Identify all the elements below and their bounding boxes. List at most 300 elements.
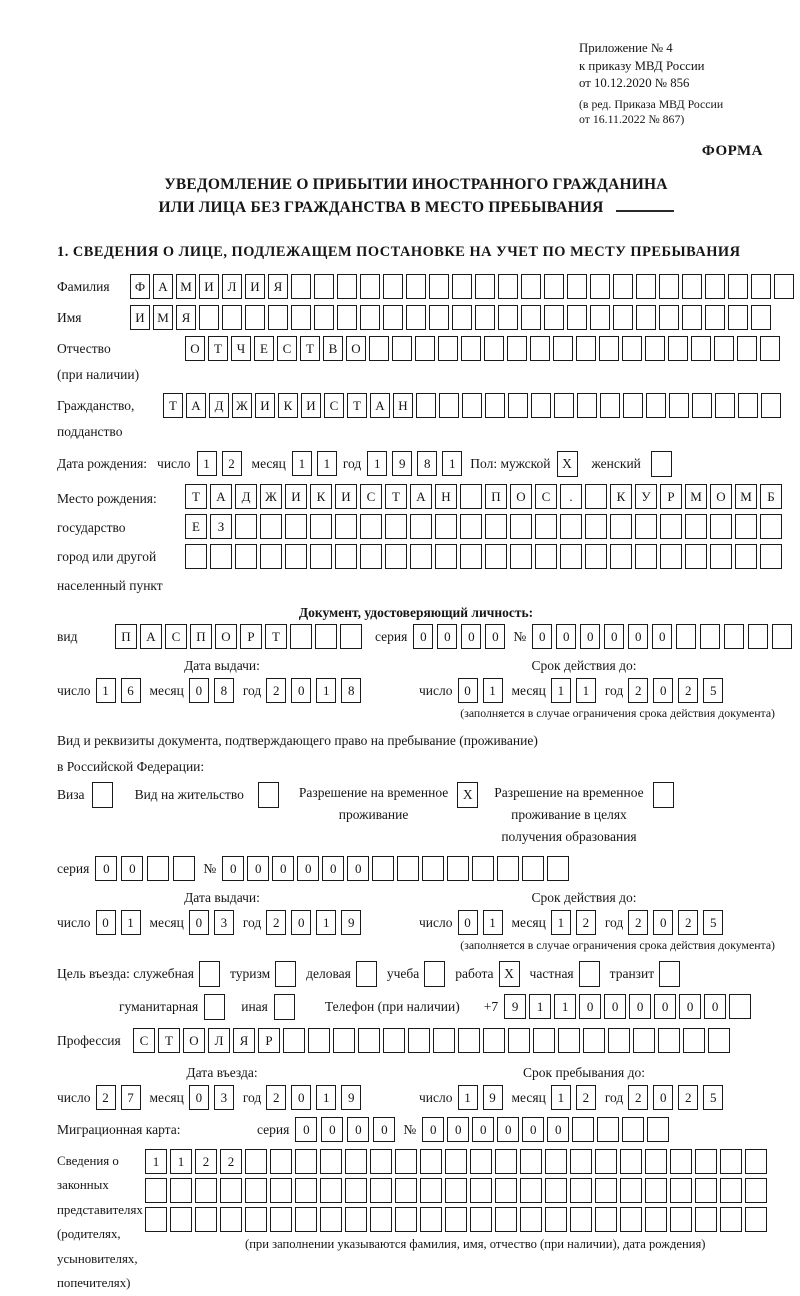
char-cell[interactable]: 0 (95, 856, 117, 881)
char-cell[interactable] (760, 336, 780, 361)
char-cell[interactable]: Т (265, 624, 287, 649)
char-cell[interactable] (508, 393, 528, 418)
char-cell[interactable] (462, 393, 482, 418)
char-cell[interactable] (195, 1178, 217, 1203)
char-cell[interactable] (260, 514, 282, 539)
char-cell[interactable] (340, 624, 362, 649)
char-cell[interactable] (658, 1028, 680, 1053)
char-cell[interactable] (510, 544, 532, 569)
char-cell[interactable]: 0 (291, 910, 311, 935)
char-cell[interactable]: 0 (297, 856, 319, 881)
char-cell[interactable]: 0 (373, 1117, 395, 1142)
char-cell[interactable]: 5 (703, 910, 723, 935)
char-cell[interactable] (645, 1178, 667, 1203)
char-cell[interactable] (636, 274, 656, 299)
char-cell[interactable]: И (130, 305, 150, 330)
char-cell[interactable] (507, 336, 527, 361)
char-cell[interactable]: Д (235, 484, 257, 509)
char-cell[interactable] (333, 1028, 355, 1053)
char-cell[interactable]: Т (385, 484, 407, 509)
char-cell[interactable] (438, 336, 458, 361)
char-cell[interactable] (691, 336, 711, 361)
char-cell[interactable] (410, 544, 432, 569)
char-cell[interactable]: 0 (189, 1085, 209, 1110)
char-cell[interactable]: 1 (170, 1149, 192, 1174)
char-cell[interactable] (613, 305, 633, 330)
char-cell[interactable] (695, 1207, 717, 1232)
char-cell[interactable]: 0 (437, 624, 457, 649)
char-cell[interactable] (645, 1149, 667, 1174)
char-cell[interactable] (745, 1149, 767, 1174)
char-cell[interactable] (608, 1028, 630, 1053)
char-cell[interactable] (475, 305, 495, 330)
char-cell[interactable] (335, 544, 357, 569)
char-cell[interactable]: 0 (189, 678, 209, 703)
char-cell[interactable] (235, 514, 257, 539)
char-cell[interactable]: И (285, 484, 307, 509)
char-cell[interactable] (470, 1149, 492, 1174)
char-cell[interactable]: 0 (447, 1117, 469, 1142)
char-cell[interactable] (547, 856, 569, 881)
char-cell[interactable] (708, 1028, 730, 1053)
char-cell[interactable]: Я (176, 305, 196, 330)
char-cell[interactable]: Д (209, 393, 229, 418)
char-cell[interactable] (295, 1207, 317, 1232)
char-cell[interactable] (360, 305, 380, 330)
char-cell[interactable]: 0 (291, 1085, 311, 1110)
char-cell[interactable] (495, 1178, 517, 1203)
char-cell[interactable] (583, 1028, 605, 1053)
char-cell[interactable] (647, 1117, 669, 1142)
char-cell[interactable]: 1 (121, 910, 141, 935)
char-cell[interactable] (433, 1028, 455, 1053)
char-cell[interactable]: 0 (704, 994, 726, 1019)
char-cell[interactable]: 2 (266, 910, 286, 935)
char-cell[interactable]: С (360, 484, 382, 509)
char-cell[interactable] (210, 544, 232, 569)
char-cell[interactable] (235, 544, 257, 569)
char-cell[interactable] (692, 393, 712, 418)
char-cell[interactable]: О (215, 624, 237, 649)
char-cell[interactable] (685, 514, 707, 539)
char-cell[interactable] (290, 624, 312, 649)
char-cell[interactable] (472, 856, 494, 881)
char-cell[interactable] (185, 544, 207, 569)
char-cell[interactable] (383, 305, 403, 330)
char-cell[interactable]: 0 (247, 856, 269, 881)
char-cell[interactable] (170, 1178, 192, 1203)
char-cell[interactable]: 0 (422, 1117, 444, 1142)
char-cell[interactable] (620, 1178, 642, 1203)
char-cell[interactable]: Ж (260, 484, 282, 509)
char-cell[interactable] (395, 1149, 417, 1174)
char-cell[interactable] (410, 514, 432, 539)
char-cell[interactable] (535, 544, 557, 569)
char-cell[interactable]: 0 (604, 624, 624, 649)
char-cell[interactable] (645, 1207, 667, 1232)
char-cell[interactable]: О (510, 484, 532, 509)
char-cell[interactable]: И (199, 274, 219, 299)
char-cell[interactable] (760, 544, 782, 569)
sex-female-checkbox[interactable] (651, 451, 672, 477)
char-cell[interactable] (245, 305, 265, 330)
char-cell[interactable] (774, 274, 794, 299)
char-cell[interactable] (283, 1028, 305, 1053)
char-cell[interactable]: 0 (654, 994, 676, 1019)
char-cell[interactable]: К (610, 484, 632, 509)
char-cell[interactable] (508, 1028, 530, 1053)
char-cell[interactable]: 1 (483, 678, 503, 703)
char-cell[interactable]: И (335, 484, 357, 509)
char-cell[interactable]: 2 (628, 910, 648, 935)
char-cell[interactable]: 2 (576, 910, 596, 935)
visa-checkbox[interactable] (92, 782, 113, 808)
char-cell[interactable]: И (301, 393, 321, 418)
char-cell[interactable] (485, 393, 505, 418)
purpose-study-checkbox[interactable] (424, 961, 445, 987)
char-cell[interactable] (683, 1028, 705, 1053)
char-cell[interactable]: Т (163, 393, 183, 418)
char-cell[interactable] (558, 1028, 580, 1053)
char-cell[interactable] (729, 994, 751, 1019)
purpose-work-checkbox[interactable]: X (499, 961, 520, 987)
char-cell[interactable]: Т (300, 336, 320, 361)
char-cell[interactable]: 0 (189, 910, 209, 935)
char-cell[interactable] (220, 1207, 242, 1232)
char-cell[interactable]: 2 (678, 1085, 698, 1110)
char-cell[interactable] (447, 856, 469, 881)
char-cell[interactable] (522, 856, 544, 881)
char-cell[interactable]: 1 (551, 1085, 571, 1110)
char-cell[interactable] (685, 544, 707, 569)
char-cell[interactable] (635, 544, 657, 569)
char-cell[interactable] (475, 274, 495, 299)
char-cell[interactable] (620, 1149, 642, 1174)
char-cell[interactable]: 2 (222, 451, 242, 476)
char-cell[interactable] (245, 1178, 267, 1203)
char-cell[interactable]: . (560, 484, 582, 509)
char-cell[interactable] (370, 1207, 392, 1232)
char-cell[interactable]: С (133, 1028, 155, 1053)
char-cell[interactable] (485, 514, 507, 539)
char-cell[interactable]: 9 (341, 910, 361, 935)
char-cell[interactable] (553, 336, 573, 361)
char-cell[interactable] (458, 1028, 480, 1053)
char-cell[interactable]: 0 (458, 678, 478, 703)
char-cell[interactable] (560, 544, 582, 569)
char-cell[interactable]: А (140, 624, 162, 649)
char-cell[interactable]: А (370, 393, 390, 418)
char-cell[interactable]: М (685, 484, 707, 509)
char-cell[interactable] (470, 1178, 492, 1203)
purpose-private-checkbox[interactable] (579, 961, 600, 987)
char-cell[interactable] (695, 1149, 717, 1174)
char-cell[interactable] (445, 1149, 467, 1174)
char-cell[interactable]: 8 (214, 678, 234, 703)
char-cell[interactable]: Л (222, 274, 242, 299)
char-cell[interactable]: 0 (547, 1117, 569, 1142)
char-cell[interactable]: Ж (232, 393, 252, 418)
purpose-other-checkbox[interactable] (274, 994, 295, 1020)
char-cell[interactable] (315, 624, 337, 649)
char-cell[interactable]: А (410, 484, 432, 509)
char-cell[interactable]: 8 (341, 678, 361, 703)
char-cell[interactable]: В (323, 336, 343, 361)
char-cell[interactable] (370, 1178, 392, 1203)
char-cell[interactable]: М (153, 305, 173, 330)
char-cell[interactable] (435, 544, 457, 569)
char-cell[interactable] (270, 1178, 292, 1203)
char-cell[interactable] (545, 1178, 567, 1203)
char-cell[interactable]: 0 (222, 856, 244, 881)
char-cell[interactable] (572, 1117, 594, 1142)
char-cell[interactable]: 5 (703, 1085, 723, 1110)
char-cell[interactable]: 0 (461, 624, 481, 649)
residence-permit-checkbox[interactable] (258, 782, 279, 808)
char-cell[interactable] (420, 1178, 442, 1203)
char-cell[interactable] (429, 305, 449, 330)
purpose-humanitarian-checkbox[interactable] (204, 994, 225, 1020)
char-cell[interactable]: 0 (652, 624, 672, 649)
char-cell[interactable]: 1 (442, 451, 462, 476)
char-cell[interactable] (439, 393, 459, 418)
char-cell[interactable]: З (210, 514, 232, 539)
char-cell[interactable] (567, 305, 587, 330)
char-cell[interactable]: 1 (554, 994, 576, 1019)
char-cell[interactable]: А (186, 393, 206, 418)
char-cell[interactable] (145, 1207, 167, 1232)
char-cell[interactable] (369, 336, 389, 361)
char-cell[interactable]: 1 (551, 910, 571, 935)
char-cell[interactable]: 2 (628, 678, 648, 703)
char-cell[interactable]: 1 (317, 451, 337, 476)
char-cell[interactable] (460, 544, 482, 569)
char-cell[interactable] (395, 1178, 417, 1203)
char-cell[interactable]: Н (393, 393, 413, 418)
char-cell[interactable] (520, 1149, 542, 1174)
char-cell[interactable] (590, 274, 610, 299)
char-cell[interactable]: 0 (653, 910, 673, 935)
char-cell[interactable]: 1 (458, 1085, 478, 1110)
char-cell[interactable] (245, 1207, 267, 1232)
char-cell[interactable] (710, 514, 732, 539)
char-cell[interactable]: 1 (483, 910, 503, 935)
char-cell[interactable] (623, 393, 643, 418)
char-cell[interactable] (395, 1207, 417, 1232)
char-cell[interactable] (700, 624, 720, 649)
char-cell[interactable] (567, 274, 587, 299)
char-cell[interactable] (622, 1117, 644, 1142)
char-cell[interactable]: 0 (347, 1117, 369, 1142)
char-cell[interactable] (335, 514, 357, 539)
char-cell[interactable]: 9 (341, 1085, 361, 1110)
char-cell[interactable]: Т (208, 336, 228, 361)
char-cell[interactable] (460, 514, 482, 539)
char-cell[interactable] (360, 274, 380, 299)
char-cell[interactable] (345, 1149, 367, 1174)
char-cell[interactable] (682, 274, 702, 299)
char-cell[interactable] (544, 305, 564, 330)
char-cell[interactable] (245, 1149, 267, 1174)
char-cell[interactable] (715, 393, 735, 418)
char-cell[interactable] (633, 1028, 655, 1053)
char-cell[interactable]: М (735, 484, 757, 509)
char-cell[interactable] (295, 1178, 317, 1203)
char-cell[interactable]: Т (347, 393, 367, 418)
char-cell[interactable]: 0 (629, 994, 651, 1019)
char-cell[interactable] (610, 514, 632, 539)
char-cell[interactable] (676, 624, 696, 649)
char-cell[interactable] (600, 393, 620, 418)
char-cell[interactable]: 1 (576, 678, 596, 703)
char-cell[interactable] (498, 305, 518, 330)
char-cell[interactable] (445, 1207, 467, 1232)
char-cell[interactable] (728, 274, 748, 299)
char-cell[interactable] (646, 393, 666, 418)
char-cell[interactable]: 0 (653, 678, 673, 703)
char-cell[interactable] (320, 1149, 342, 1174)
purpose-official-checkbox[interactable] (199, 961, 220, 987)
char-cell[interactable] (745, 1178, 767, 1203)
char-cell[interactable]: 0 (532, 624, 552, 649)
char-cell[interactable] (720, 1178, 742, 1203)
char-cell[interactable]: Н (435, 484, 457, 509)
char-cell[interactable]: И (255, 393, 275, 418)
char-cell[interactable] (485, 544, 507, 569)
char-cell[interactable]: 0 (321, 1117, 343, 1142)
char-cell[interactable]: П (485, 484, 507, 509)
char-cell[interactable] (147, 856, 169, 881)
char-cell[interactable] (495, 1207, 517, 1232)
char-cell[interactable]: 9 (504, 994, 526, 1019)
char-cell[interactable]: 0 (272, 856, 294, 881)
char-cell[interactable] (530, 336, 550, 361)
char-cell[interactable] (383, 274, 403, 299)
char-cell[interactable]: А (153, 274, 173, 299)
purpose-tourism-checkbox[interactable] (275, 961, 296, 987)
char-cell[interactable] (620, 1207, 642, 1232)
char-cell[interactable] (199, 305, 219, 330)
char-cell[interactable]: 1 (367, 451, 387, 476)
char-cell[interactable]: Р (660, 484, 682, 509)
char-cell[interactable] (660, 544, 682, 569)
char-cell[interactable] (415, 336, 435, 361)
char-cell[interactable]: 2 (576, 1085, 596, 1110)
char-cell[interactable] (660, 514, 682, 539)
char-cell[interactable]: 2 (266, 1085, 286, 1110)
char-cell[interactable] (420, 1149, 442, 1174)
char-cell[interactable] (545, 1207, 567, 1232)
char-cell[interactable] (554, 393, 574, 418)
char-cell[interactable]: Е (254, 336, 274, 361)
char-cell[interactable]: 7 (121, 1085, 141, 1110)
char-cell[interactable] (659, 274, 679, 299)
char-cell[interactable] (772, 624, 792, 649)
char-cell[interactable]: 0 (413, 624, 433, 649)
char-cell[interactable] (760, 514, 782, 539)
char-cell[interactable] (308, 1028, 330, 1053)
char-cell[interactable] (737, 336, 757, 361)
char-cell[interactable] (337, 274, 357, 299)
char-cell[interactable] (599, 336, 619, 361)
char-cell[interactable] (597, 1117, 619, 1142)
char-cell[interactable] (372, 856, 394, 881)
char-cell[interactable] (429, 274, 449, 299)
char-cell[interactable]: 0 (653, 1085, 673, 1110)
char-cell[interactable] (498, 274, 518, 299)
char-cell[interactable]: Я (233, 1028, 255, 1053)
char-cell[interactable] (720, 1149, 742, 1174)
char-cell[interactable] (545, 1149, 567, 1174)
char-cell[interactable] (385, 514, 407, 539)
sex-male-checkbox[interactable]: X (557, 451, 578, 477)
char-cell[interactable] (435, 514, 457, 539)
char-cell[interactable]: 0 (579, 994, 601, 1019)
char-cell[interactable] (669, 393, 689, 418)
char-cell[interactable]: 0 (121, 856, 143, 881)
char-cell[interactable] (521, 305, 541, 330)
char-cell[interactable] (714, 336, 734, 361)
char-cell[interactable] (613, 274, 633, 299)
char-cell[interactable] (636, 305, 656, 330)
char-cell[interactable] (145, 1178, 167, 1203)
char-cell[interactable] (470, 1207, 492, 1232)
char-cell[interactable] (170, 1207, 192, 1232)
char-cell[interactable]: 0 (497, 1117, 519, 1142)
char-cell[interactable] (735, 514, 757, 539)
char-cell[interactable]: 0 (604, 994, 626, 1019)
char-cell[interactable] (695, 1178, 717, 1203)
char-cell[interactable] (520, 1178, 542, 1203)
char-cell[interactable] (577, 393, 597, 418)
char-cell[interactable] (406, 274, 426, 299)
char-cell[interactable] (270, 1207, 292, 1232)
char-cell[interactable]: М (176, 274, 196, 299)
char-cell[interactable]: Р (240, 624, 262, 649)
char-cell[interactable]: 0 (322, 856, 344, 881)
char-cell[interactable] (751, 305, 771, 330)
char-cell[interactable] (320, 1178, 342, 1203)
char-cell[interactable] (585, 484, 607, 509)
char-cell[interactable]: О (710, 484, 732, 509)
char-cell[interactable] (585, 544, 607, 569)
char-cell[interactable] (310, 514, 332, 539)
char-cell[interactable] (520, 1207, 542, 1232)
char-cell[interactable] (668, 336, 688, 361)
char-cell[interactable]: 0 (472, 1117, 494, 1142)
char-cell[interactable]: Т (158, 1028, 180, 1053)
char-cell[interactable] (751, 274, 771, 299)
char-cell[interactable] (295, 1149, 317, 1174)
char-cell[interactable]: Т (185, 484, 207, 509)
char-cell[interactable] (748, 624, 768, 649)
char-cell[interactable]: 3 (214, 910, 234, 935)
char-cell[interactable] (260, 544, 282, 569)
char-cell[interactable] (173, 856, 195, 881)
char-cell[interactable] (460, 484, 482, 509)
char-cell[interactable] (497, 856, 519, 881)
char-cell[interactable]: 2 (266, 678, 286, 703)
char-cell[interactable] (285, 514, 307, 539)
char-cell[interactable] (195, 1207, 217, 1232)
char-cell[interactable]: С (324, 393, 344, 418)
char-cell[interactable]: П (190, 624, 212, 649)
char-cell[interactable] (645, 336, 665, 361)
char-cell[interactable] (738, 393, 758, 418)
char-cell[interactable]: Р (258, 1028, 280, 1053)
char-cell[interactable] (310, 544, 332, 569)
char-cell[interactable] (420, 1207, 442, 1232)
